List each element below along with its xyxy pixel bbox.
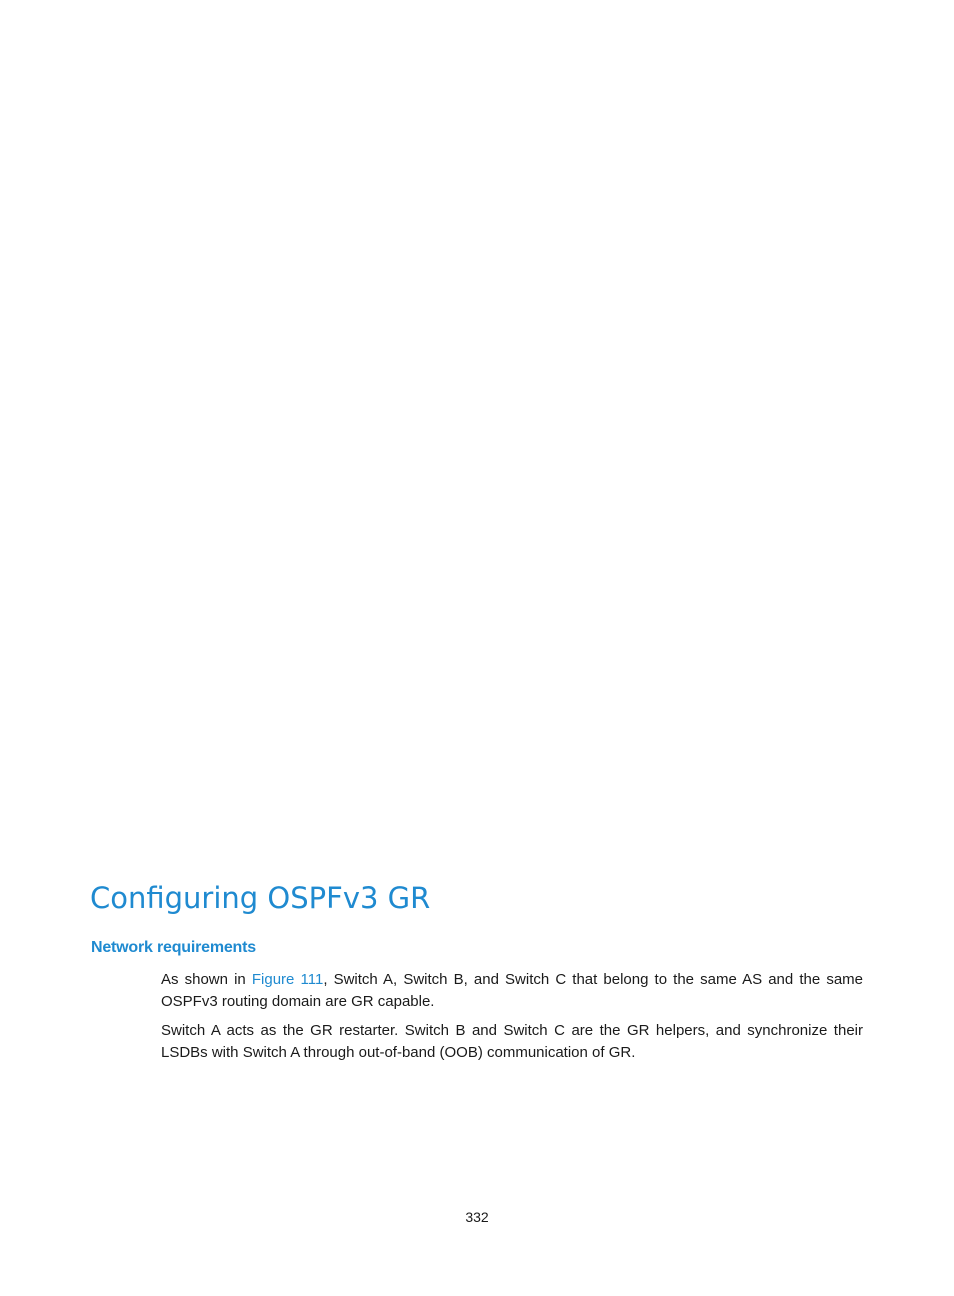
paragraph-text: , Switch A, Switch B, and Switch C that belong to the same AS and the same OSPFv3 routing domain are GR capable. bbox=[161, 971, 863, 1010]
page-number: 332 bbox=[465, 1209, 489, 1225]
figure-reference-link[interactable]: Figure 111 bbox=[251, 971, 324, 988]
section-title: Configuring OSPFv3 GR bbox=[90, 881, 431, 915]
subsection-title: Network requirements bbox=[91, 939, 256, 956]
paragraph-network-overview bbox=[161, 969, 863, 1013]
paragraph-gr-roles: Switch A acts as the GR restarter. Switch B and Switch C are the GR helpers, and synchronize their LSDBs with Switch A through out-of-band (OOB) communication of GR. bbox=[161, 1022, 863, 1061]
paragraph-text: As shown in bbox=[161, 971, 252, 988]
